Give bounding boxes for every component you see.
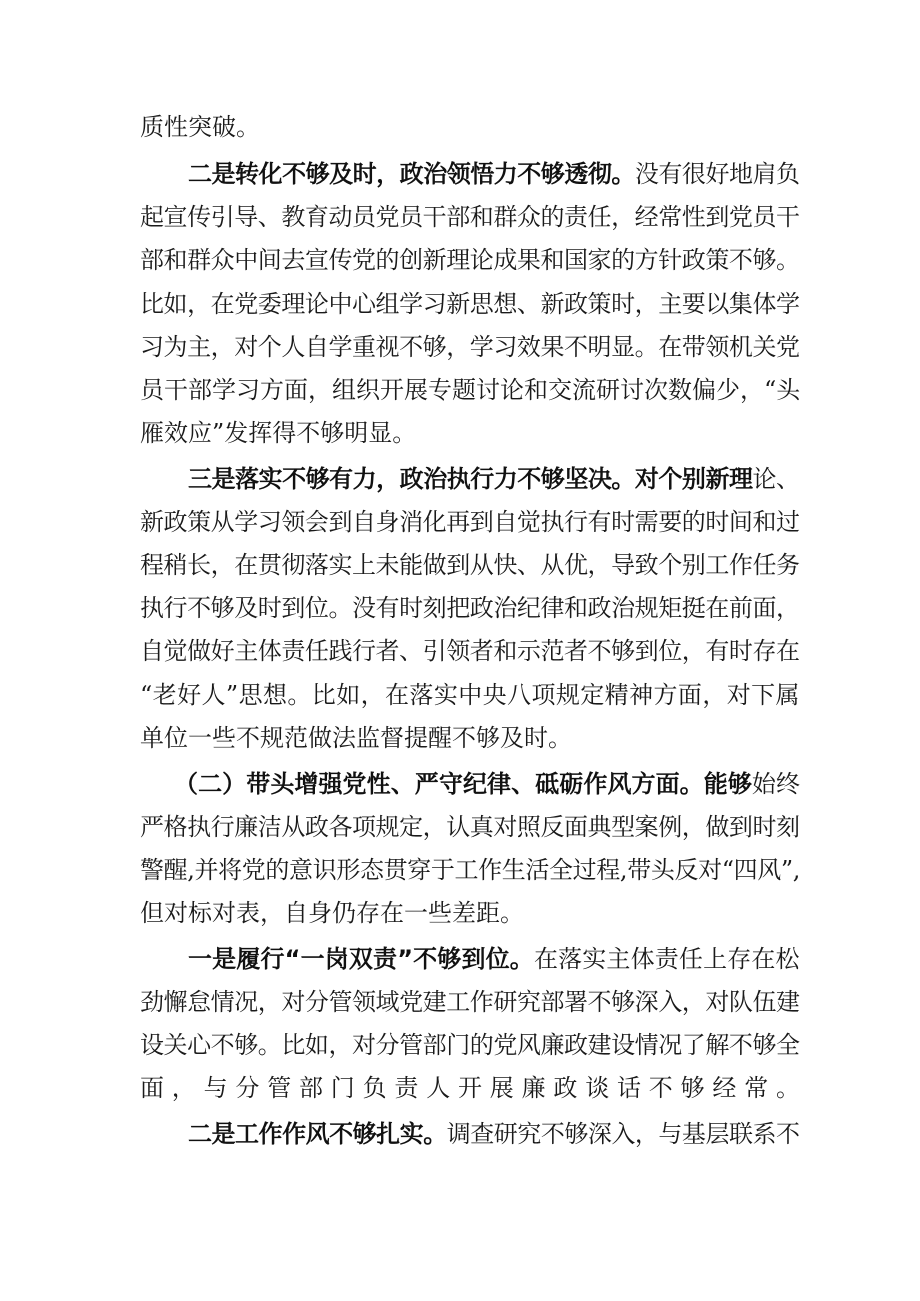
text-line (140, 675, 800, 715)
bold-heading-text: 二是工作作风不够扎实。 (188, 1120, 447, 1148)
text-line (140, 107, 260, 147)
text-line (140, 588, 800, 628)
text-line (140, 197, 800, 237)
body-text: 程稍长，在贯彻落实上未能做到从快、从优，导致个别工作任务 (140, 551, 800, 579)
body-text: 警醒,并将党的意识形态贯穿于工作生活全过程,带头反对“四风”, (140, 856, 801, 884)
body-text: 起宣传引导、教育动员党员干部和群众的责任，经常性到党员干 (140, 203, 800, 231)
body-text: 调查研究不够深入，与基层联系不 (446, 1120, 800, 1148)
body-text: 没有很好地肩负 (634, 160, 800, 188)
text-line (140, 370, 800, 410)
body-text: 自觉做好主体责任践行者、引领者和示范者不够到位，有时存在 (140, 637, 800, 665)
text-line (140, 807, 800, 847)
bold-heading-text: 二是转化不够及时，政治领悟力不够透彻。 (188, 160, 635, 188)
body-text: 劲懈怠情况，对分管领域党建工作研究部署不够深入，对队伍建 (140, 988, 800, 1016)
text-line (140, 718, 572, 758)
text-line (140, 1068, 808, 1108)
text-line (188, 939, 800, 979)
text-line (188, 1114, 800, 1154)
body-text: 设关心不够。比如，对分管部门的党风廉政建设情况了解不够全 (140, 1031, 800, 1059)
text-line (140, 1025, 800, 1065)
body-text: 新政策从学习领会到自身消化再到自觉执行有时需要的时间和过 (140, 508, 800, 536)
text-line (140, 850, 800, 890)
body-text: 员干部学习方面，组织开展专题讨论和交流研讨次数偏少，“头 (140, 376, 801, 404)
body-text: 面，与分管部门负责人开展廉政谈话不够经常。 (140, 1074, 808, 1102)
body-text: 但对标对表，自身仍存在一些差距。 (140, 899, 524, 927)
body-text: 严格执行廉洁从政各项规定，认真对照反面典型案例，做到时刻 (140, 813, 800, 841)
text-line (140, 240, 800, 280)
text-line (188, 154, 800, 194)
text-line (140, 284, 800, 324)
text-line (140, 327, 800, 367)
body-text: 执行不够及时到位。没有时刻把政治纪律和政治规矩挺在前面， (140, 594, 800, 622)
text-line (140, 413, 416, 453)
body-text: 单位一些不规范做法监督提醒不够及时。 (140, 724, 572, 752)
bold-heading-text: 一是履行“一岗双责”不够到位。 (188, 945, 534, 973)
body-text: 习为主，对个人自学重视不够，学习效果不明显。在带领机关党 (140, 333, 800, 361)
body-text: 论、 (752, 465, 800, 493)
body-text: 部和群众中间去宣传党的创新理论成果和国家的方针政策不够。 (140, 246, 800, 274)
bold-heading-text: 三是落实不够有力，政治执行力不够坚决。对个别新理 (188, 465, 753, 493)
body-text: 质性突破。 (140, 113, 260, 141)
body-text: 比如，在党委理论中心组学习新思想、新政策时，主要以集体学 (140, 290, 800, 318)
text-line (140, 893, 524, 933)
text-line (140, 545, 800, 585)
body-text: 始终 (751, 770, 801, 798)
bold-heading-text: （二）带头增强党性、严守纪律、砥砺作风方面。能够 (174, 770, 752, 798)
body-text: “老好人”思想。比如，在落实中央八项规定精神方面，对下属 (140, 681, 800, 709)
body-text: 在落实主体责任上存在松 (533, 945, 800, 973)
text-line (188, 459, 800, 499)
text-line (140, 502, 800, 542)
text-line (140, 631, 800, 671)
text-line (174, 764, 800, 804)
body-text: 雁效应”发挥得不够明显。 (140, 419, 417, 447)
text-line (140, 982, 800, 1022)
